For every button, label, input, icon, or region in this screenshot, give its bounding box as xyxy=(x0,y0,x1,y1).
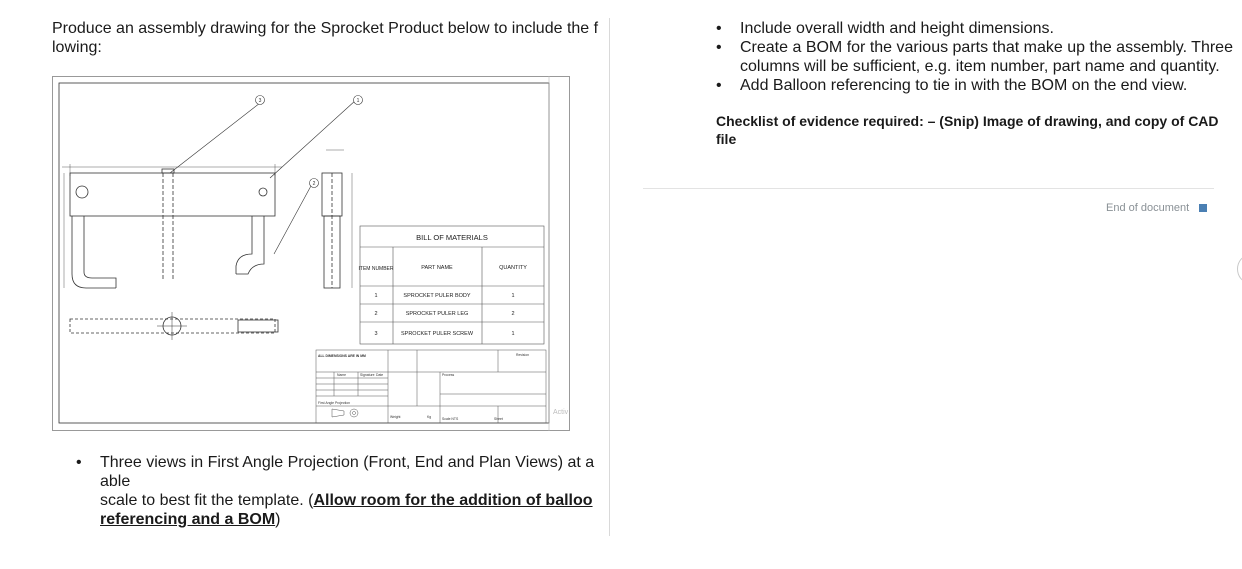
bom-row-3-item: 3 xyxy=(374,331,378,337)
bom-row-2-item: 2 xyxy=(374,311,378,317)
balloon-3-label: 3 xyxy=(258,98,262,104)
tb-signature: Signature xyxy=(360,373,375,377)
bullet-balloons: • Add Balloon referencing to tie in with the BOM on the end view. xyxy=(716,76,1242,95)
right-bullet-list xyxy=(716,19,1242,95)
assembly-drawing xyxy=(52,76,572,432)
bullet-dimensions: • Include overall width and height dimensions. xyxy=(716,19,1242,38)
bom-row-2-name: SPROCKET PULER LEG xyxy=(405,311,469,317)
bom-row-1-item: 1 xyxy=(374,293,378,299)
tb-name: Name xyxy=(337,373,347,377)
bom-row-2-qty: 2 xyxy=(511,311,515,317)
bom-row-3-name: SPROCKET PULER SCREW xyxy=(400,331,474,337)
bullet-three-views-cont: scale to best fit the template. ( xyxy=(100,492,314,509)
bom-row-1-name: SPROCKET PULER BODY xyxy=(403,293,471,299)
end-of-document-text: End of document xyxy=(1106,202,1190,214)
bom-header-item: ITEM NUMBER xyxy=(358,266,394,272)
tb-scale: Scale NTS xyxy=(442,417,459,421)
end-square-icon xyxy=(1199,204,1207,212)
drawing-svg xyxy=(52,76,572,432)
balloon-1-label: 1 xyxy=(356,98,360,104)
intro-paragraph: Produce an assembly drawing for the Sprocket Product below to include the f lowing: xyxy=(52,20,599,56)
bom-row-1-qty: 1 xyxy=(511,293,515,299)
end-rule xyxy=(643,188,1214,189)
activation-watermark: Activ xyxy=(553,409,569,416)
bullet-three-views-close: ) xyxy=(275,511,281,528)
edge-scroll-handle[interactable] xyxy=(1237,255,1242,283)
end-of-document xyxy=(1106,202,1207,214)
tb-projection: First Angle Projection xyxy=(318,401,351,405)
tb-note: ALL DIMENSIONS ARE IN MM xyxy=(318,354,366,358)
tb-date: Date xyxy=(376,373,384,377)
tb-kg: Kg xyxy=(427,415,432,419)
bom-row-3-qty: 1 xyxy=(511,331,515,337)
tb-sheet: Sheet xyxy=(494,417,503,421)
tb-weight: Weight xyxy=(390,415,401,419)
evidence-checklist: Checklist of evidence required: – (Snip) Image of drawing, and copy of CAD file xyxy=(716,113,1219,147)
sheet-outer-border xyxy=(53,77,570,431)
tb-revision: Revision xyxy=(516,353,530,357)
left-bullet-list xyxy=(76,453,606,529)
balloon-2-label: 2 xyxy=(312,181,316,187)
bullet-three-views xyxy=(76,453,606,529)
bom-title: BILL OF MATERIALS xyxy=(416,233,488,242)
bullet-three-views-text: Three views in First Angle Projection (Front, End and Plan Views) at a able xyxy=(100,454,595,490)
bom-header-qty: QUANTITY xyxy=(499,265,527,271)
bom-header-part: PART NAME xyxy=(421,265,453,271)
tb-process: Process xyxy=(442,373,455,377)
bullet-three-views-emphasis: Allow room for the addition of balloo referencing and a BOM xyxy=(100,492,593,528)
column-divider xyxy=(609,18,610,536)
bullet-bom: • Create a BOM for the various parts that make up the assembly. Three columns will be sufficient, e.g. item number, part name and quantity. xyxy=(716,38,1242,76)
